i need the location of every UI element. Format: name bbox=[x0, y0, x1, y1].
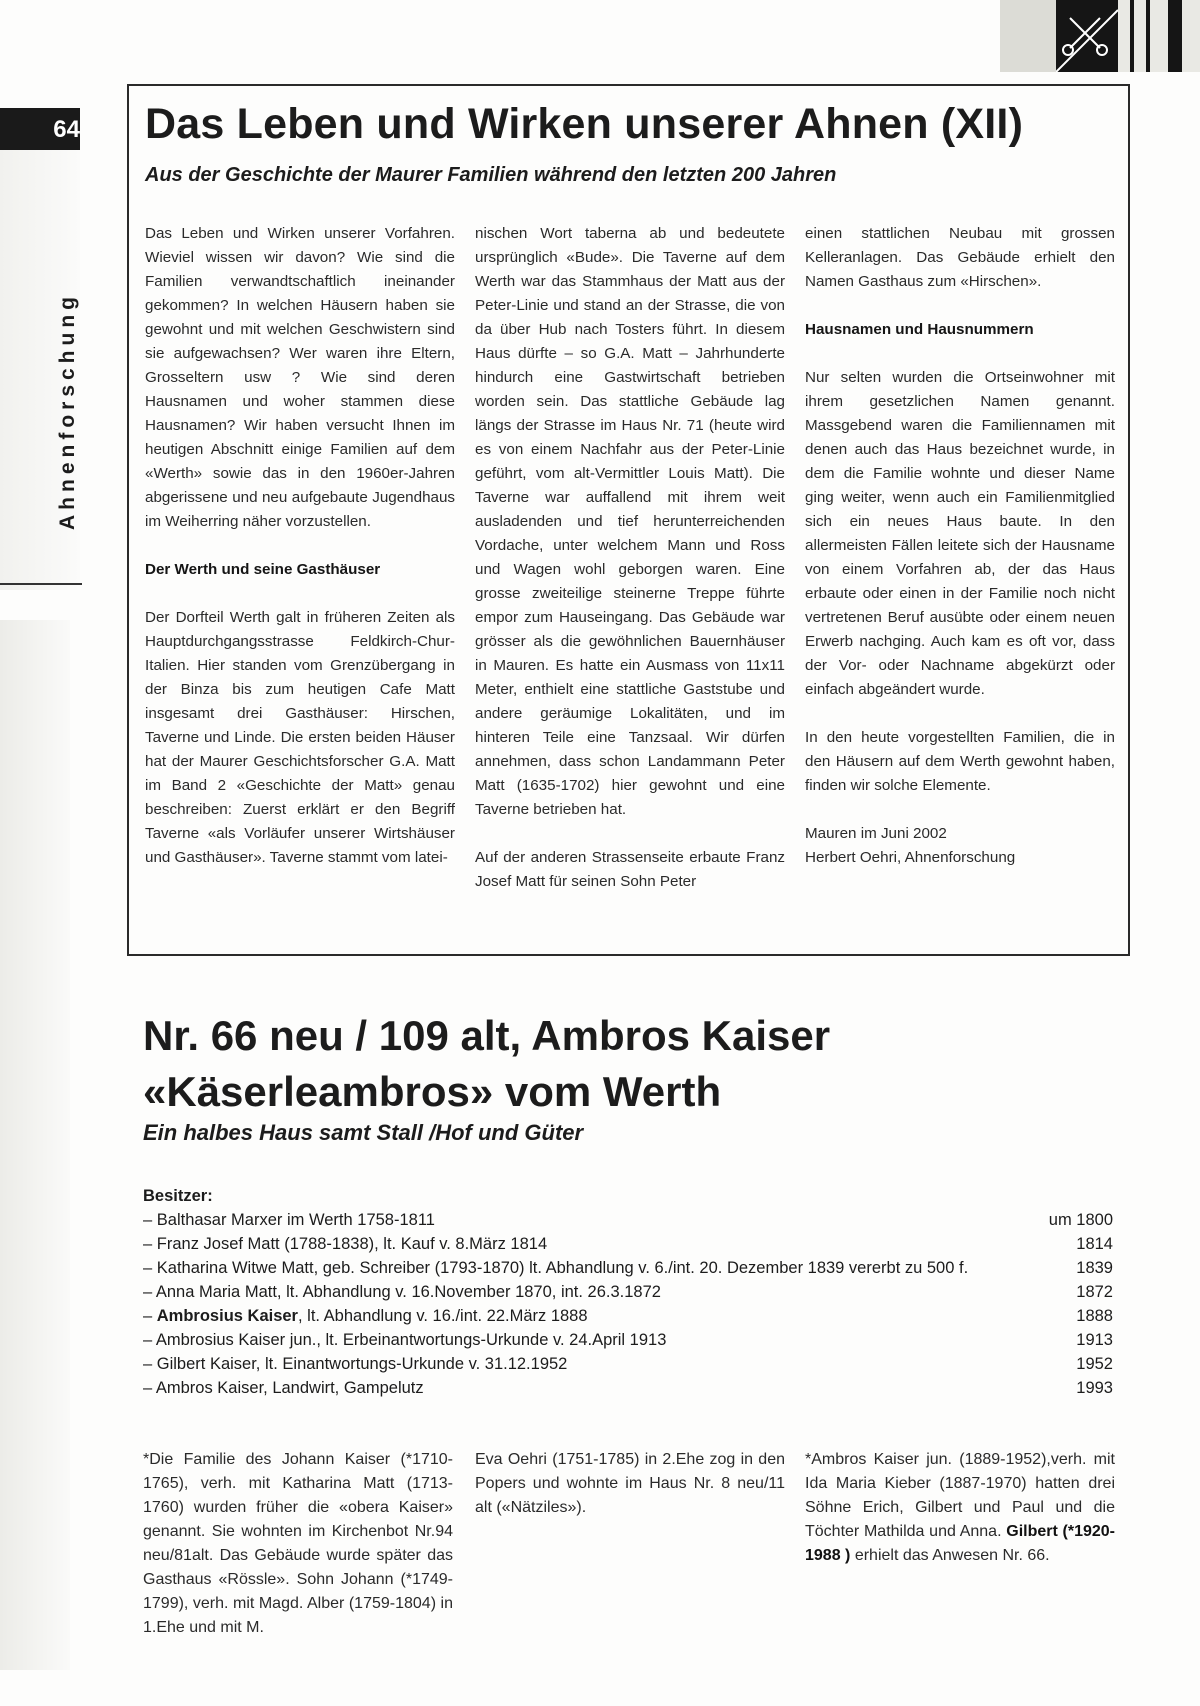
owner-text: , lt. Abhandlung v. 16./int. 22.März 1888 bbox=[297, 1307, 588, 1325]
owner-row bbox=[143, 1232, 1113, 1256]
owners-list bbox=[143, 1184, 1113, 1400]
owner-year: 1952 bbox=[1076, 1355, 1113, 1373]
house-title-line: «Käserleambros» vom Werth bbox=[143, 1068, 722, 1115]
owner-text: Gilbert Kaiser, lt. Einantwortungs-Urkunde v. 31.12.1952 bbox=[156, 1355, 568, 1373]
owner-dash: – bbox=[143, 1355, 157, 1373]
owner-row bbox=[143, 1304, 1113, 1328]
section-heading: Der Werth und seine Gasthäuser bbox=[145, 561, 381, 578]
owner-row bbox=[143, 1256, 1113, 1280]
owner-text: Franz Josef Matt (1788-1838), lt. Kauf v. 8.März 1814 bbox=[156, 1235, 548, 1253]
owner-row bbox=[143, 1280, 1113, 1304]
owner-year: um 1800 bbox=[1048, 1211, 1113, 1229]
owner-name bbox=[143, 1304, 588, 1328]
house-title-line: Nr. 66 neu / 109 alt, Ambros Kaiser bbox=[143, 1012, 831, 1059]
owner-dash: – bbox=[143, 1259, 157, 1277]
paragraph: einen stattlichen Neubau mit grossen Kelleranlagen. Das Gebäude erhielt den Namen Gasthaus zum «Hirschen». bbox=[805, 225, 1115, 290]
owner-dash: – bbox=[143, 1235, 157, 1253]
owner-name bbox=[143, 1328, 666, 1352]
corner-line bbox=[1146, 0, 1150, 72]
house-subtitle: Ein halbes Haus samt Stall /Hof und Güter bbox=[143, 1120, 584, 1145]
house-title bbox=[143, 1008, 830, 1120]
owner-name bbox=[143, 1256, 968, 1280]
paragraph: nischen Wort taberna ab und bedeutete ursprünglich «Bude». Die Taverne auf dem Werth war das Stammhaus der Matt aus der Peter-Linie und stand an der Strasse, die von da über Hub nach Tosters führt. In diesem Haus dürfte – so G.A. Matt – Jahrhunderte hindurch eine Gastwirtschaft betrieben worden sein. Das stattliche Gebäude lag längs der Strasse im Haus Nr. 71 (heute wird es von einem Nachfahr aus der Peter-Linie geführt, vom alt-Vermittler Louis Matt). Die Taverne war auffallend mit ihrem weit ausladenden und tief herunterreichenden Vordache, unter welchem Mann und Ross und Wagen wohl geborgen waren. Eine grosse zweiteilige steinerne Treppe führte empor zum Hauseingang. Das Gebäude war grösser als die gewöhnlichen Bauernhäuser in Mauren. Es hatte ein Ausmass von 11x11 Meter, enthielt eine stattliche Gaststube und andere geräumige Lokalitäten, und im hinteren Teile eine Tanzsaal. Wir dürfen annehmen, dass schon Landammann Peter Matt (1635-1702) hier gewohnt und eine Taverne betrieben hat. bbox=[475, 225, 785, 818]
corner-line bbox=[1130, 0, 1134, 72]
paragraph: Das Leben und Wirken unserer Vorfahren. Wieviel wissen wir davon? Wie sind die Familien verwandtschaftlich ineinander gekommen? In welchen Häusern haben sie gewohnt und mit welchen Geschwistern sind sie aufgewachsen? Wer waren ihre Eltern, Grosseltern usw ? Wie sind deren Hausnamen und woher stammen diese Hausnamen? Wir haben versucht Ihnen im heutigen Abschnitt einige Familien auf dem «Werth» sowie das in den 1960er-Jahren abgerissene und neu aufgebaute Jugendhaus im Weiherring näher vorzustellen. bbox=[145, 225, 455, 530]
paragraph: Auf der anderen Strassenseite erbaute Franz Josef Matt für seinen Sohn Peter bbox=[475, 849, 785, 890]
paragraph: Nur selten wurden die Ortseinwohner mit ihrem gesetzlichen Namen genannt. Massgebend waren die Familiennamen mit denen auch das Haus bezeichnet wurde, in dem die Familie wohnte und dieser Name ging weiter, wenn auch ein Familienmitglied sich ein neues Haus baute. In den allermeisten Fällen leitete sich der Hausname von einem Vorfahren ab, der das Haus erbaute oder einen in der Familie noch nicht vertretenen Beruf ausübte oder einem neuen Erwerb nachging. Auch kam es oft vor, dass der Vor- oder Nachname abgekürzt oder einfach abgeändert wurde. bbox=[805, 369, 1115, 698]
owner-name bbox=[143, 1280, 661, 1304]
signature bbox=[805, 822, 1115, 870]
footnote-bold: Gilbert (*1920-1988 ) bbox=[805, 1523, 1116, 1564]
owner-name bbox=[143, 1232, 547, 1256]
footnote: Eva Oehri (1751-1785) in 2.Ehe zog in den Popers und wohnte im Haus Nr. 8 neu/11 alt («Nätziles»). bbox=[475, 1451, 785, 1516]
signature-date: Mauren im Juni 2002 bbox=[805, 825, 947, 842]
footnote-text: *Ambros Kaiser jun. (1889-1952),verh. mit Ida Maria Kieber (1887-1970) hatten drei Söhne Erich, Gilbert und Paul und die Töchter Mathilda und Anna. bbox=[805, 1451, 1115, 1540]
owner-year: 1913 bbox=[1076, 1331, 1113, 1349]
left-margin-shade bbox=[0, 620, 70, 1670]
column-1 bbox=[145, 222, 455, 870]
owner-text: Balthasar Marxer im Werth 1758-1811 bbox=[156, 1211, 435, 1229]
signature-name: Herbert Oehri, Ahnenforschung bbox=[805, 849, 1016, 866]
owner-year: 1872 bbox=[1076, 1283, 1113, 1301]
section-heading: Hausnamen und Hausnummern bbox=[805, 321, 1034, 338]
owner-text: Katharina Witwe Matt, geb. Schreiber (1793-1870) lt. Abhandlung v. 6./int. 20. Dezember 1839 vererbt zu 500 f. bbox=[156, 1259, 969, 1277]
paragraph: In den heute vorgestellten Familien, die in den Häusern auf dem Werth gewohnt haben, finden wir solche Elemente. bbox=[805, 729, 1115, 794]
footnote: *Die Familie des Johann Kaiser (*1710-1765), verh. mit Katharina Matt (1713-1760) wurden früher die «obera Kaiser» genannt. Sie wohnten im Kirchenbot Nr.94 neu/81alt. Das Gebäude wurde später das Gasthaus «Rössle». Sohn Johann (*1749-1799), verh. mit Magd. Alber (1759-1804) in 1.Ehe und mit M. bbox=[143, 1451, 453, 1636]
owner-dash: – bbox=[143, 1331, 156, 1349]
owner-row bbox=[143, 1328, 1113, 1352]
section-label: Ahnenforschung bbox=[56, 292, 79, 530]
owner-row bbox=[143, 1352, 1113, 1376]
corner-decoration bbox=[1000, 0, 1200, 72]
owner-dash: – bbox=[143, 1211, 157, 1229]
section-rule bbox=[0, 583, 82, 585]
corner-line bbox=[1168, 0, 1182, 72]
owner-name bbox=[143, 1376, 424, 1400]
footnote-text: erhielt das Anwesen Nr. 66. bbox=[850, 1547, 1050, 1564]
owner-year: 1839 bbox=[1076, 1259, 1113, 1277]
article-subtitle: Aus der Geschichte der Maurer Familien während den letzten 200 Jahren bbox=[145, 164, 837, 186]
owner-text: Ambros Kaiser, Landwirt, Gampelutz bbox=[155, 1379, 424, 1397]
owner-row bbox=[143, 1376, 1113, 1400]
owner-row bbox=[143, 1208, 1113, 1232]
owner-year: 1993 bbox=[1076, 1379, 1113, 1397]
owner-name bbox=[143, 1208, 435, 1232]
owner-dash: – bbox=[143, 1379, 156, 1397]
owner-bold-name: Ambrosius Kaiser bbox=[156, 1307, 298, 1325]
owner-dash: – bbox=[143, 1307, 157, 1325]
paragraph: Der Dorfteil Werth galt in früheren Zeiten als Hauptdurchgangsstrasse Feldkirch-Chur-Italien. Hier standen vom Grenzübergang in der Binza bis zum heutigen Cafe Matt insgesamt drei Gasthäuser: Hirschen, Taverne und Linde. Die ersten beiden Häuser hat der Maurer Geschichtsforscher G.A. Matt im Band 2 «Geschichte der Matt» genau beschreiben: Zuerst erklärt er den Begriff Taverne «als Vorläufer unserer Wirtshäuser und Gasthäuser». Taverne stammt vom latei- bbox=[145, 609, 455, 866]
owner-dash: – bbox=[143, 1283, 156, 1301]
page-number: 64 bbox=[0, 108, 80, 150]
article-box bbox=[127, 84, 1130, 956]
owner-year: 1814 bbox=[1076, 1235, 1113, 1253]
corner-block-light bbox=[1000, 0, 1056, 72]
scissors-pen-icon bbox=[1056, 0, 1118, 72]
footnote bbox=[805, 1448, 1115, 1568]
owner-name bbox=[143, 1352, 567, 1376]
owner-text: Ambrosius Kaiser jun., lt. Erbeinantwortungs-Urkunde v. 24.April 1913 bbox=[155, 1331, 667, 1349]
column-2 bbox=[475, 222, 785, 894]
owners-label: Besitzer: bbox=[143, 1187, 213, 1205]
article-title: Das Leben und Wirken unserer Ahnen (XII) bbox=[145, 100, 1024, 148]
owner-text: Anna Maria Matt, lt. Abhandlung v. 16.November 1870, int. 26.3.1872 bbox=[155, 1283, 661, 1301]
column-3 bbox=[805, 222, 1115, 870]
owner-year: 1888 bbox=[1076, 1307, 1113, 1325]
